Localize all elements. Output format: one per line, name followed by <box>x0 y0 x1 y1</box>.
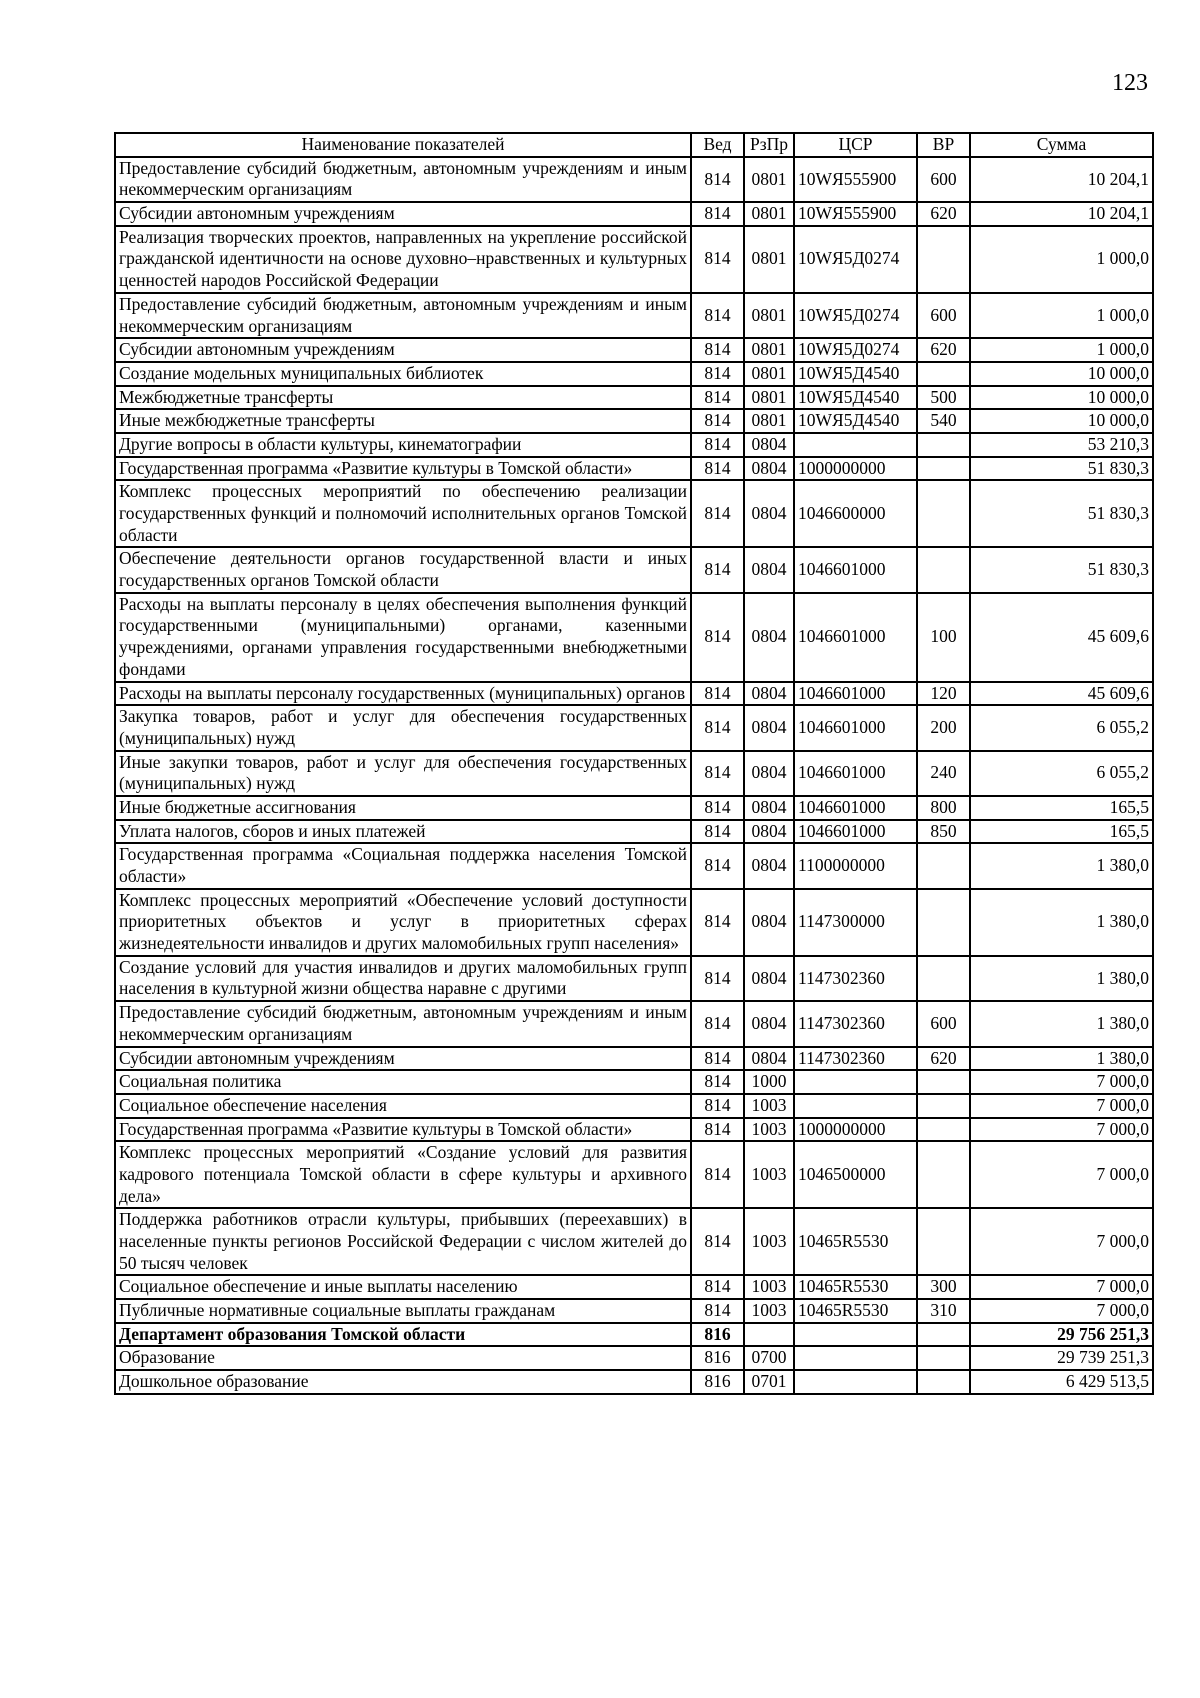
header-vr: ВР <box>917 133 970 157</box>
cell-vr: 800 <box>917 796 970 820</box>
cell-sum: 6 055,2 <box>970 705 1153 750</box>
cell-ved: 814 <box>691 889 744 956</box>
cell-csr: 10465R5530 <box>794 1275 917 1299</box>
cell-name: Образование <box>115 1346 691 1370</box>
cell-sum: 7 000,0 <box>970 1118 1153 1142</box>
cell-csr: 10WЯ5Д0274 <box>794 338 917 362</box>
cell-name: Субсидии автономным учреждениям <box>115 202 691 226</box>
cell-vr <box>917 1323 970 1347</box>
table-row <box>115 705 1153 750</box>
cell-ved: 814 <box>691 751 744 796</box>
table-row <box>115 1323 1153 1347</box>
cell-name: Межбюджетные трансферты <box>115 386 691 410</box>
cell-ved: 814 <box>691 293 744 338</box>
table-header-row <box>115 133 1153 157</box>
cell-ved: 814 <box>691 386 744 410</box>
cell-vr <box>917 1070 970 1094</box>
cell-csr: 10WЯ5Д4540 <box>794 362 917 386</box>
cell-ved: 816 <box>691 1323 744 1347</box>
budget-table <box>114 132 1154 1395</box>
cell-sum: 10 000,0 <box>970 362 1153 386</box>
cell-rzpr: 0801 <box>744 202 794 226</box>
cell-name: Реализация творческих проектов, направленных на укрепление российской гражданской идентичности на основе духовно–нравственных и культурных ценностей народов Российской Федерации <box>115 226 691 293</box>
cell-sum: 45 609,6 <box>970 682 1153 706</box>
cell-name: Департамент образования Томской области <box>115 1323 691 1347</box>
cell-name: Государственная программа «Развитие культуры в Томской области» <box>115 457 691 481</box>
cell-csr <box>794 433 917 457</box>
cell-rzpr: 0804 <box>744 796 794 820</box>
cell-vr: 120 <box>917 682 970 706</box>
header-sum: Сумма <box>970 133 1153 157</box>
cell-vr: 850 <box>917 820 970 844</box>
cell-ved: 814 <box>691 1299 744 1323</box>
cell-rzpr: 1003 <box>744 1299 794 1323</box>
cell-sum: 51 830,3 <box>970 547 1153 592</box>
cell-vr <box>917 362 970 386</box>
cell-csr: 10WЯ555900 <box>794 157 917 202</box>
cell-rzpr: 0804 <box>744 433 794 457</box>
cell-vr <box>917 1118 970 1142</box>
cell-name: Поддержка работников отрасли культуры, прибывших (переехавших) в населенные пункты регионов Российской Федерации с числом жителей до 50 тысяч человек <box>115 1208 691 1275</box>
cell-ved: 814 <box>691 457 744 481</box>
cell-rzpr <box>744 1323 794 1347</box>
cell-sum: 29 739 251,3 <box>970 1346 1153 1370</box>
cell-sum: 6 429 513,5 <box>970 1370 1153 1394</box>
cell-name: Публичные нормативные социальные выплаты гражданам <box>115 1299 691 1323</box>
table-row <box>115 338 1153 362</box>
cell-sum: 29 756 251,3 <box>970 1323 1153 1347</box>
cell-sum: 1 000,0 <box>970 338 1153 362</box>
cell-ved: 814 <box>691 547 744 592</box>
header-csr: ЦСР <box>794 133 917 157</box>
cell-csr: 10WЯ5Д4540 <box>794 409 917 433</box>
table-row <box>115 1299 1153 1323</box>
cell-vr <box>917 1370 970 1394</box>
cell-rzpr: 0804 <box>744 547 794 592</box>
table-row <box>115 480 1153 547</box>
cell-rzpr: 0804 <box>744 1001 794 1046</box>
cell-sum: 7 000,0 <box>970 1070 1153 1094</box>
cell-vr <box>917 457 970 481</box>
cell-vr: 500 <box>917 386 970 410</box>
table-row <box>115 547 1153 592</box>
cell-vr: 540 <box>917 409 970 433</box>
cell-vr: 620 <box>917 202 970 226</box>
cell-vr: 300 <box>917 1275 970 1299</box>
cell-name: Субсидии автономным учреждениям <box>115 338 691 362</box>
cell-sum: 45 609,6 <box>970 593 1153 682</box>
table-row <box>115 1094 1153 1118</box>
cell-vr: 240 <box>917 751 970 796</box>
cell-rzpr: 0801 <box>744 226 794 293</box>
cell-name: Предоставление субсидий бюджетным, автономным учреждениям и иным некоммерческим организациям <box>115 1001 691 1046</box>
cell-csr: 1046601000 <box>794 751 917 796</box>
table-row <box>115 202 1153 226</box>
table-row <box>115 433 1153 457</box>
cell-vr: 600 <box>917 1001 970 1046</box>
cell-vr <box>917 480 970 547</box>
cell-csr: 10WЯ5Д0274 <box>794 226 917 293</box>
table-row <box>115 157 1153 202</box>
cell-vr: 100 <box>917 593 970 682</box>
cell-csr <box>794 1323 917 1347</box>
cell-rzpr: 0804 <box>744 843 794 888</box>
table-row <box>115 457 1153 481</box>
table-row <box>115 362 1153 386</box>
header-name: Наименование показателей <box>115 133 691 157</box>
table-row <box>115 820 1153 844</box>
cell-rzpr: 0804 <box>744 682 794 706</box>
table-row <box>115 1047 1153 1071</box>
cell-ved: 814 <box>691 1141 744 1208</box>
cell-ved: 814 <box>691 480 744 547</box>
cell-name: Другие вопросы в области культуры, кинематографии <box>115 433 691 457</box>
cell-sum: 7 000,0 <box>970 1094 1153 1118</box>
cell-name: Расходы на выплаты персоналу государственных (муниципальных) органов <box>115 682 691 706</box>
cell-csr: 1046601000 <box>794 796 917 820</box>
cell-ved: 816 <box>691 1370 744 1394</box>
cell-vr <box>917 433 970 457</box>
table-row <box>115 1370 1153 1394</box>
table-row <box>115 593 1153 682</box>
cell-vr: 620 <box>917 338 970 362</box>
cell-vr: 200 <box>917 705 970 750</box>
cell-sum: 7 000,0 <box>970 1141 1153 1208</box>
cell-rzpr: 0804 <box>744 820 794 844</box>
cell-ved: 814 <box>691 1001 744 1046</box>
cell-vr: 600 <box>917 157 970 202</box>
cell-rzpr: 0801 <box>744 157 794 202</box>
cell-ved: 816 <box>691 1346 744 1370</box>
cell-rzpr: 0801 <box>744 338 794 362</box>
cell-vr <box>917 956 970 1001</box>
cell-name: Закупка товаров, работ и услуг для обеспечения государственных (муниципальных) нужд <box>115 705 691 750</box>
table-row <box>115 843 1153 888</box>
table-row <box>115 386 1153 410</box>
cell-csr: 1147300000 <box>794 889 917 956</box>
cell-sum: 6 055,2 <box>970 751 1153 796</box>
cell-ved: 814 <box>691 956 744 1001</box>
cell-name: Комплекс процессных мероприятий «Обеспечение условий доступности приоритетных объектов и услуг в приоритетных сферах жизнедеятельности инвалидов и других маломобильных групп населения» <box>115 889 691 956</box>
cell-csr: 10465R5530 <box>794 1299 917 1323</box>
cell-csr: 1046601000 <box>794 820 917 844</box>
cell-sum: 1 000,0 <box>970 293 1153 338</box>
cell-vr: 310 <box>917 1299 970 1323</box>
table-row <box>115 1346 1153 1370</box>
cell-sum: 1 380,0 <box>970 1001 1153 1046</box>
cell-csr <box>794 1070 917 1094</box>
cell-ved: 814 <box>691 433 744 457</box>
cell-csr: 10465R5530 <box>794 1208 917 1275</box>
cell-sum: 51 830,3 <box>970 480 1153 547</box>
cell-rzpr: 1003 <box>744 1118 794 1142</box>
cell-sum: 1 380,0 <box>970 889 1153 956</box>
cell-name: Комплекс процессных мероприятий по обеспечению реализации государственных функций и полномочий исполнительных органов Томской области <box>115 480 691 547</box>
cell-vr <box>917 226 970 293</box>
cell-ved: 814 <box>691 362 744 386</box>
cell-vr <box>917 1346 970 1370</box>
cell-name: Предоставление субсидий бюджетным, автономным учреждениям и иным некоммерческим организациям <box>115 293 691 338</box>
cell-csr: 1147302360 <box>794 1047 917 1071</box>
table-row <box>115 293 1153 338</box>
cell-rzpr: 1003 <box>744 1208 794 1275</box>
cell-name: Иные межбюджетные трансферты <box>115 409 691 433</box>
cell-sum: 7 000,0 <box>970 1275 1153 1299</box>
cell-sum: 10 204,1 <box>970 157 1153 202</box>
cell-sum: 10 204,1 <box>970 202 1153 226</box>
cell-name: Предоставление субсидий бюджетным, автономным учреждениям и иным некоммерческим организациям <box>115 157 691 202</box>
cell-rzpr: 0804 <box>744 956 794 1001</box>
cell-sum: 165,5 <box>970 820 1153 844</box>
cell-sum: 51 830,3 <box>970 457 1153 481</box>
cell-vr <box>917 1141 970 1208</box>
cell-csr: 10WЯ5Д4540 <box>794 386 917 410</box>
cell-csr: 1046601000 <box>794 593 917 682</box>
cell-ved: 814 <box>691 820 744 844</box>
cell-rzpr: 0804 <box>744 705 794 750</box>
header-ved: Вед <box>691 133 744 157</box>
cell-ved: 814 <box>691 202 744 226</box>
table-row <box>115 682 1153 706</box>
cell-csr: 1046500000 <box>794 1141 917 1208</box>
table-row <box>115 1141 1153 1208</box>
cell-csr: 10WЯ5Д0274 <box>794 293 917 338</box>
cell-rzpr: 1003 <box>744 1141 794 1208</box>
cell-name: Комплекс процессных мероприятий «Создание условий для развития кадрового потенциала Томской области в сфере культуры и архивного дела» <box>115 1141 691 1208</box>
cell-sum: 1 380,0 <box>970 956 1153 1001</box>
cell-rzpr: 0804 <box>744 593 794 682</box>
cell-name: Социальное обеспечение населения <box>115 1094 691 1118</box>
cell-rzpr: 1003 <box>744 1275 794 1299</box>
cell-csr: 1046601000 <box>794 705 917 750</box>
cell-name: Социальное обеспечение и иные выплаты населению <box>115 1275 691 1299</box>
cell-name: Государственная программа «Социальная поддержка населения Томской области» <box>115 843 691 888</box>
cell-rzpr: 0801 <box>744 293 794 338</box>
cell-ved: 814 <box>691 1070 744 1094</box>
cell-sum: 53 210,3 <box>970 433 1153 457</box>
cell-csr <box>794 1094 917 1118</box>
cell-vr <box>917 1094 970 1118</box>
cell-name: Субсидии автономным учреждениям <box>115 1047 691 1071</box>
cell-ved: 814 <box>691 1047 744 1071</box>
cell-name: Расходы на выплаты персоналу в целях обеспечения выполнения функций государственными (муниципальными) органами, казенными учреждениями, органами управления государственными внебюджетными фондами <box>115 593 691 682</box>
cell-ved: 814 <box>691 593 744 682</box>
cell-name: Иные бюджетные ассигнования <box>115 796 691 820</box>
cell-ved: 814 <box>691 1118 744 1142</box>
cell-name: Уплата налогов, сборов и иных платежей <box>115 820 691 844</box>
cell-rzpr: 0801 <box>744 386 794 410</box>
cell-sum: 165,5 <box>970 796 1153 820</box>
cell-name: Дошкольное образование <box>115 1370 691 1394</box>
cell-ved: 814 <box>691 409 744 433</box>
cell-rzpr: 0801 <box>744 362 794 386</box>
cell-rzpr: 0804 <box>744 889 794 956</box>
page-number: 123 <box>1112 70 1148 96</box>
cell-csr: 1000000000 <box>794 457 917 481</box>
cell-csr: 1100000000 <box>794 843 917 888</box>
cell-vr <box>917 547 970 592</box>
cell-ved: 814 <box>691 157 744 202</box>
cell-name: Социальная политика <box>115 1070 691 1094</box>
cell-name: Государственная программа «Развитие культуры в Томской области» <box>115 1118 691 1142</box>
cell-rzpr: 0700 <box>744 1346 794 1370</box>
cell-ved: 814 <box>691 226 744 293</box>
cell-name: Иные закупки товаров, работ и услуг для обеспечения государственных (муниципальных) нужд <box>115 751 691 796</box>
cell-rzpr: 0804 <box>744 457 794 481</box>
table-row <box>115 796 1153 820</box>
cell-csr: 1147302360 <box>794 1001 917 1046</box>
header-rzpr: РзПр <box>744 133 794 157</box>
cell-name: Создание условий для участия инвалидов и других маломобильных групп населения в культурной жизни общества наравне с другими <box>115 956 691 1001</box>
cell-csr <box>794 1346 917 1370</box>
table-body <box>115 157 1153 1394</box>
table-row <box>115 1070 1153 1094</box>
cell-vr <box>917 1208 970 1275</box>
cell-rzpr: 0701 <box>744 1370 794 1394</box>
cell-vr: 620 <box>917 1047 970 1071</box>
cell-ved: 814 <box>691 796 744 820</box>
cell-vr <box>917 889 970 956</box>
cell-sum: 1 000,0 <box>970 226 1153 293</box>
table-row <box>115 1001 1153 1046</box>
cell-name: Создание модельных муниципальных библиотек <box>115 362 691 386</box>
cell-sum: 7 000,0 <box>970 1299 1153 1323</box>
table-row <box>115 1275 1153 1299</box>
cell-csr: 1046601000 <box>794 547 917 592</box>
cell-vr: 600 <box>917 293 970 338</box>
table-row <box>115 751 1153 796</box>
cell-sum: 10 000,0 <box>970 409 1153 433</box>
table-row <box>115 1208 1153 1275</box>
cell-csr: 1046600000 <box>794 480 917 547</box>
cell-csr: 1046601000 <box>794 682 917 706</box>
cell-sum: 1 380,0 <box>970 1047 1153 1071</box>
cell-rzpr: 0804 <box>744 480 794 547</box>
cell-csr: 1000000000 <box>794 1118 917 1142</box>
cell-rzpr: 0804 <box>744 751 794 796</box>
cell-ved: 814 <box>691 843 744 888</box>
cell-rzpr: 0801 <box>744 409 794 433</box>
table-row <box>115 226 1153 293</box>
cell-sum: 7 000,0 <box>970 1208 1153 1275</box>
cell-ved: 814 <box>691 1275 744 1299</box>
cell-ved: 814 <box>691 1094 744 1118</box>
cell-csr: 1147302360 <box>794 956 917 1001</box>
cell-ved: 814 <box>691 705 744 750</box>
cell-rzpr: 1003 <box>744 1094 794 1118</box>
cell-csr <box>794 1370 917 1394</box>
cell-name: Обеспечение деятельности органов государственной власти и иных государственных органов Томской области <box>115 547 691 592</box>
cell-ved: 814 <box>691 682 744 706</box>
cell-sum: 10 000,0 <box>970 386 1153 410</box>
table-row <box>115 1118 1153 1142</box>
table-row <box>115 889 1153 956</box>
cell-ved: 814 <box>691 1208 744 1275</box>
table-row <box>115 956 1153 1001</box>
cell-rzpr: 0804 <box>744 1047 794 1071</box>
cell-vr <box>917 843 970 888</box>
table-row <box>115 409 1153 433</box>
cell-sum: 1 380,0 <box>970 843 1153 888</box>
cell-rzpr: 1000 <box>744 1070 794 1094</box>
cell-csr: 10WЯ555900 <box>794 202 917 226</box>
cell-ved: 814 <box>691 338 744 362</box>
